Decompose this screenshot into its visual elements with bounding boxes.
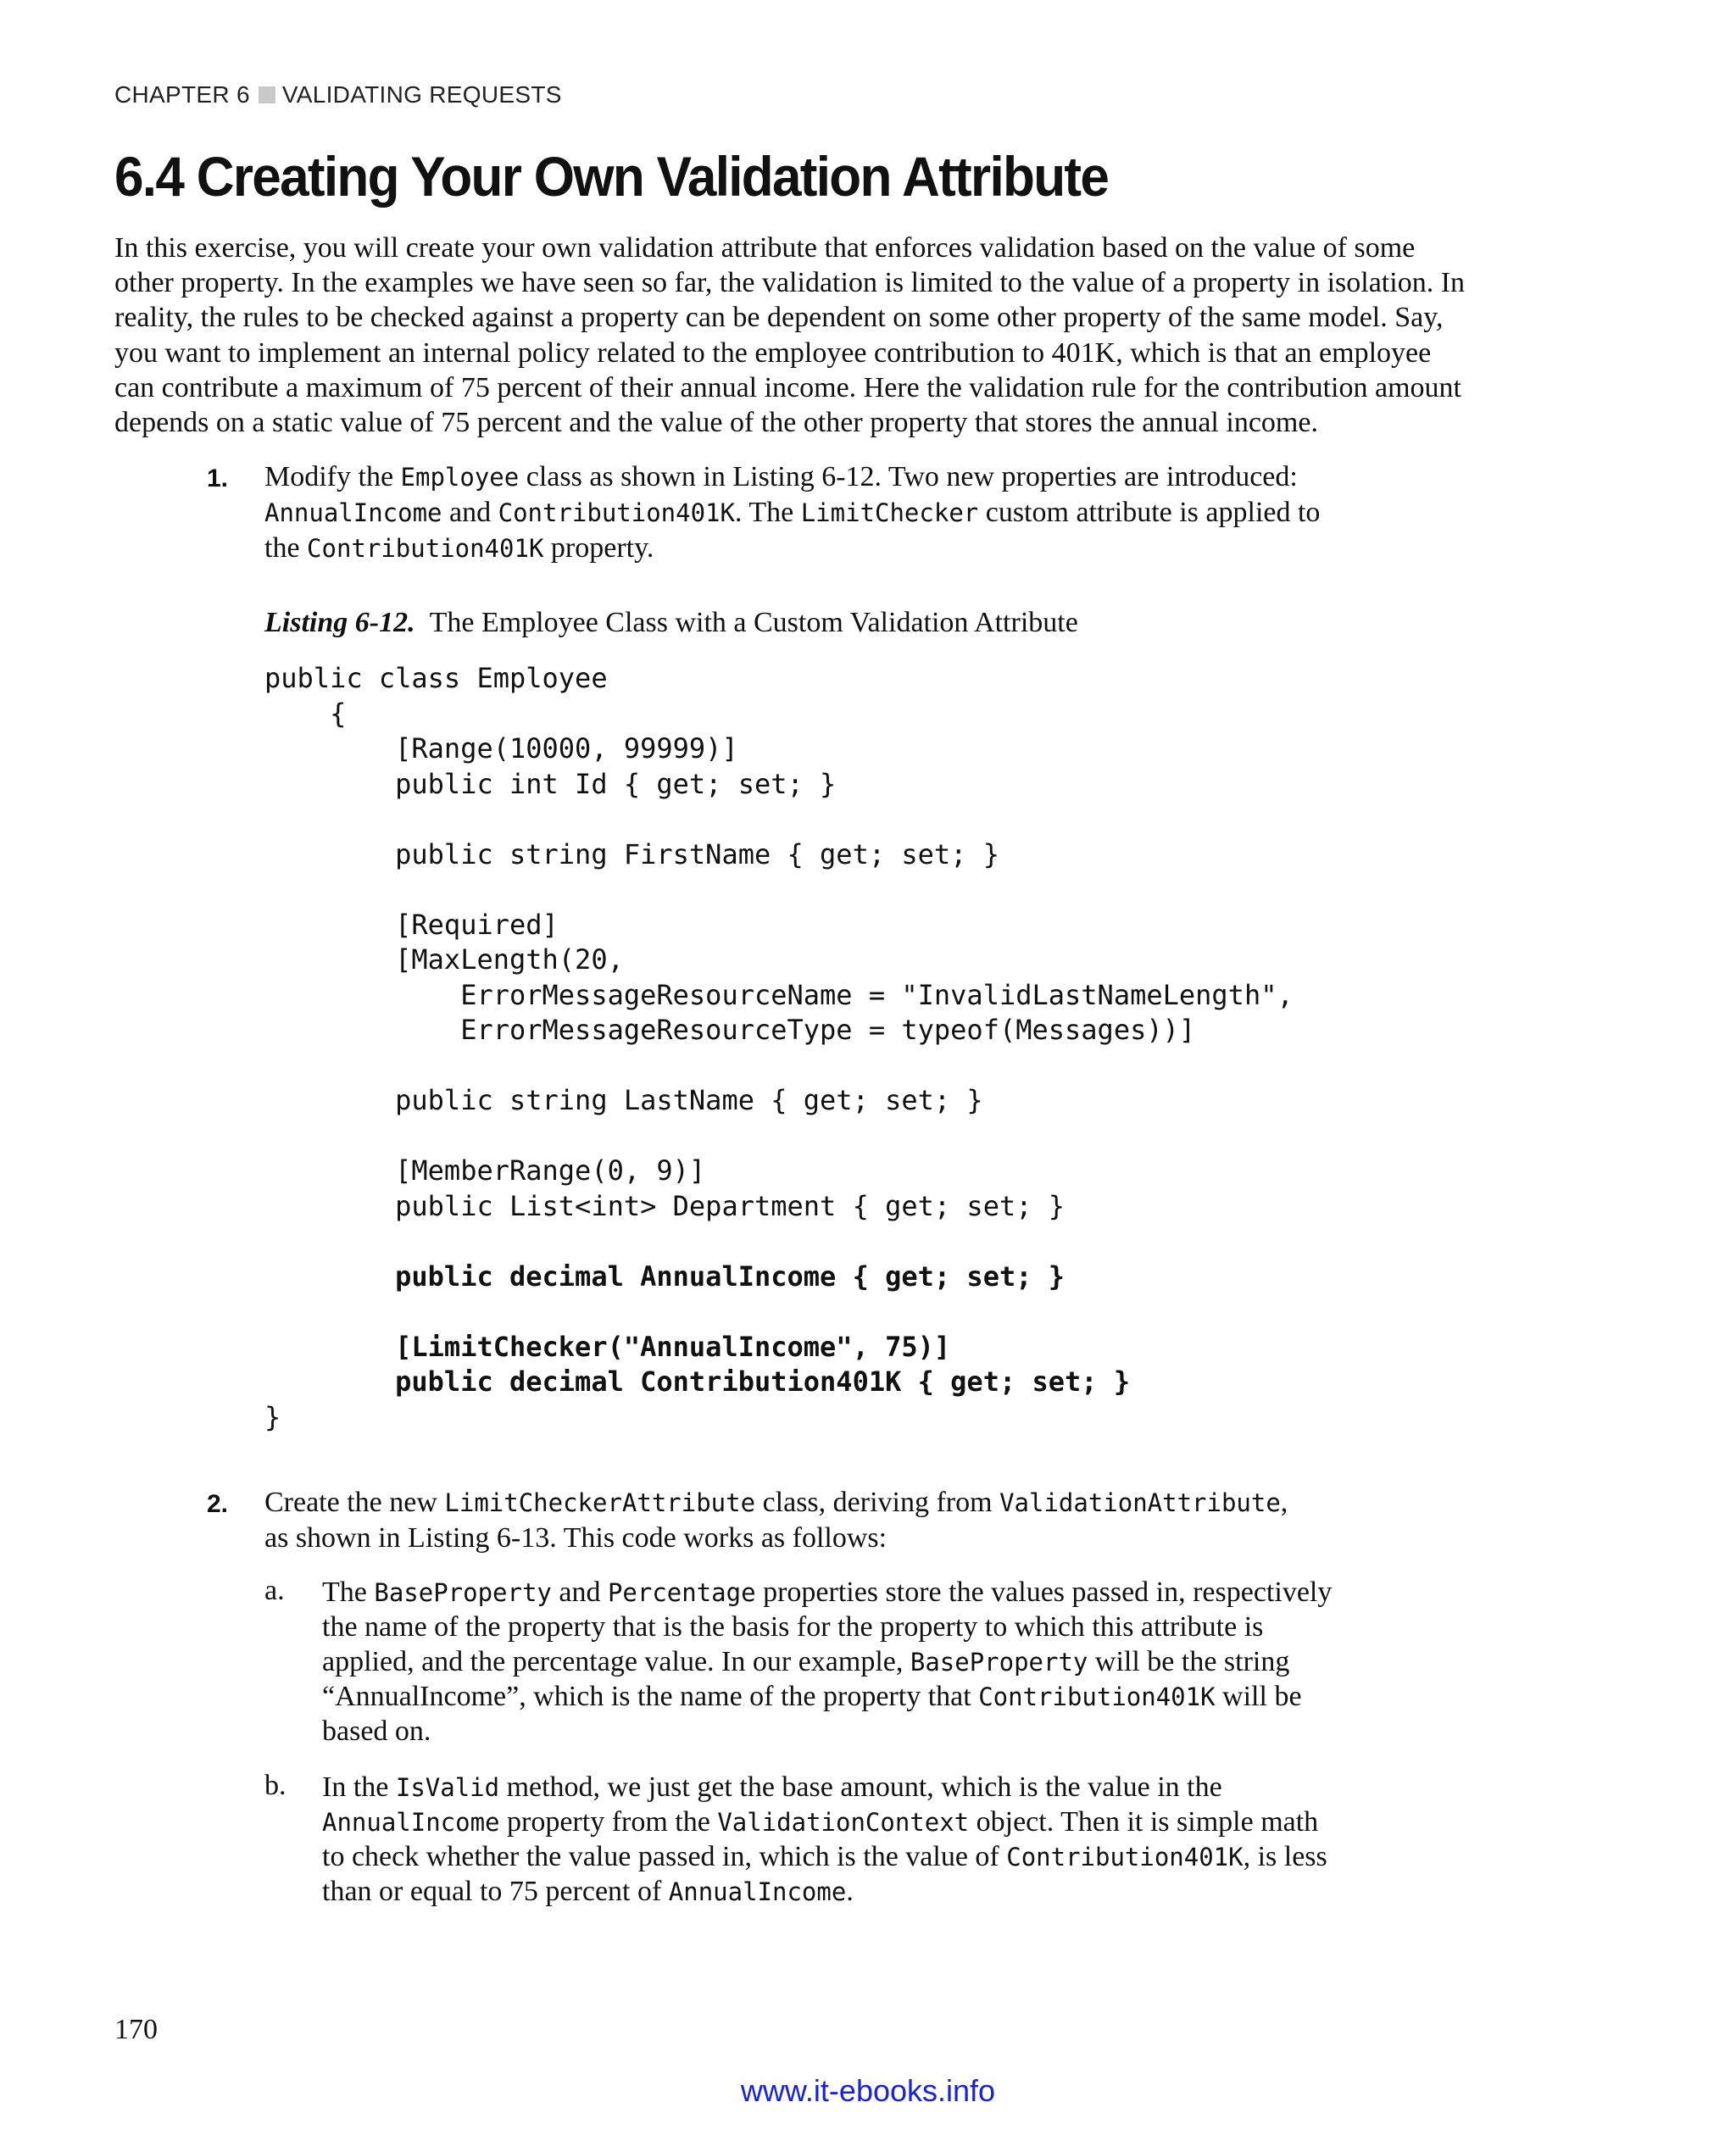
inline-code: BaseProperty	[374, 1578, 552, 1607]
code-line: {	[264, 697, 347, 730]
code-line-highlighted: public decimal AnnualIncome { get; set; }	[264, 1260, 1066, 1293]
code-line: public List<int> Department { get; set; }	[264, 1189, 1066, 1222]
intro-line: you want to implement an internal policy related to the employee contribution to 401K, which is that an employee	[114, 336, 1432, 369]
intro-line: In this exercise, you will create your own validation attribute that enforces validation based on the value of some	[114, 232, 1416, 264]
code-line: ErrorMessageResourceType = typeof(Messages))]	[264, 1014, 1196, 1046]
step-2-line-1: Create the new LimitCheckerAttribute class, deriving from ValidationAttribute,	[264, 1487, 1288, 1518]
page-number: 170	[114, 2014, 158, 2045]
inline-code: Contribution401K	[498, 498, 735, 527]
inline-code: IsValid	[395, 1773, 500, 1802]
inline-code: Contribution401K	[978, 1682, 1216, 1711]
sub-item-b-line-3: to check whether the value passed in, which is the value of Contribution401K, is less	[322, 1841, 1327, 1872]
chapter-label: CHAPTER 6	[114, 81, 250, 108]
sub-item-a-line-1: The BaseProperty and Percentage properties store the values passed in, respectively	[322, 1577, 1333, 1608]
listing-label: Listing 6-12.	[264, 607, 415, 638]
intro-line: depends on a static value of 75 percent and the value of the other property that stores the annual income.	[114, 407, 1318, 439]
inline-code: Employee	[400, 463, 520, 492]
sub-item-a-line-3: applied, and the percentage value. In our example, BaseProperty will be the string	[322, 1646, 1290, 1677]
intro-line: reality, the rules to be checked against a property can be dependent on some other property of the same model. Say,	[114, 302, 1444, 334]
sub-item-a-label: a.	[264, 1575, 285, 1606]
code-line: ErrorMessageResourceName = "InvalidLastNameLength",	[264, 978, 1294, 1011]
inline-code: LimitCheckerAttribute	[444, 1488, 756, 1517]
inline-code: LimitChecker	[800, 498, 979, 527]
intro-line: can contribute a maximum of 75 percent of their annual income. Here the validation rule for the contribution amount	[114, 371, 1461, 403]
sub-item-b-line-2: AnnualIncome property from the ValidationContext object. Then it is simple math	[322, 1806, 1319, 1838]
running-head	[114, 81, 562, 108]
code-line: [MaxLength(20,	[264, 943, 624, 976]
inline-code: AnnualIncome	[668, 1877, 847, 1906]
code-line	[264, 1048, 1294, 1084]
code-line: }	[264, 1400, 281, 1433]
code-listing	[264, 661, 1294, 1435]
inline-code: AnnualIncome	[264, 498, 442, 527]
step-1-number: 1.	[207, 464, 229, 492]
code-line: public string LastName { get; set; }	[264, 1084, 983, 1116]
inline-code: Contribution401K	[1006, 1843, 1244, 1871]
step-2-number: 2.	[207, 1490, 229, 1518]
intro-paragraph	[114, 231, 1640, 440]
inline-code: ValidationAttribute	[999, 1488, 1281, 1517]
sub-item-b-line-4: than or equal to 75 percent of AnnualIncome.	[322, 1876, 854, 1907]
code-line	[264, 1224, 1294, 1260]
code-line	[264, 1294, 1294, 1330]
intro-line: other property. In the examples we have seen so far, the validation is limited to the value of a property in isolation. In	[114, 267, 1466, 299]
code-line: public class Employee	[264, 662, 608, 694]
separator-square-icon	[259, 86, 275, 103]
code-line: [Required]	[264, 908, 559, 941]
code-line: [Range(10000, 99999)]	[264, 732, 738, 765]
code-line-highlighted: [LimitChecker("AnnualIncome", 75)]	[264, 1330, 951, 1363]
code-line	[264, 1119, 1294, 1154]
code-line	[264, 802, 1294, 837]
sub-item-b-label: b.	[264, 1770, 287, 1801]
sub-item-b-line-1: In the IsValid method, we just get the base amount, which is the value in the	[322, 1771, 1222, 1803]
sub-item-a-line-4: “AnnualIncome”, which is the name of the property that Contribution401K will be	[322, 1681, 1302, 1712]
code-line: public int Id { get; set; }	[264, 767, 837, 800]
listing-title: The Employee Class with a Custom Validation Attribute	[429, 607, 1078, 638]
step-1-line-1: Modify the Employee class as shown in Listing 6-12. Two new properties are introduced:	[264, 461, 1298, 492]
sub-item-a-line-2: the name of the property that is the basis for the property to which this attribute is	[322, 1611, 1264, 1643]
chapter-title: VALIDATING REQUESTS	[281, 81, 562, 108]
footer-link[interactable]: www.it-ebooks.info	[740, 2073, 996, 2108]
inline-code: AnnualIncome	[322, 1808, 500, 1837]
code-line	[264, 872, 1294, 908]
step-1-line-3: the Contribution401K property.	[264, 532, 654, 564]
code-line: public string FirstName { get; set; }	[264, 837, 999, 870]
listing-caption	[264, 607, 1078, 639]
inline-code: BaseProperty	[910, 1648, 1088, 1677]
inline-code: ValidationContext	[717, 1808, 970, 1837]
step-1-line-2: AnnualIncome and Contribution401K. The LimitChecker custom attribute is applied to	[264, 497, 1321, 528]
inline-code: Contribution401K	[307, 534, 544, 563]
sub-item-a-line-5: based on.	[322, 1716, 431, 1747]
section-title: 6.4 Creating Your Own Validation Attribute	[114, 145, 1109, 208]
code-line: [MemberRange(0, 9)]	[264, 1154, 706, 1187]
code-line-highlighted: public decimal Contribution401K { get; set; }	[264, 1365, 1131, 1398]
inline-code: Percentage	[607, 1578, 756, 1607]
step-2-line-2: as shown in Listing 6-13. This code works as follows:	[264, 1522, 887, 1554]
